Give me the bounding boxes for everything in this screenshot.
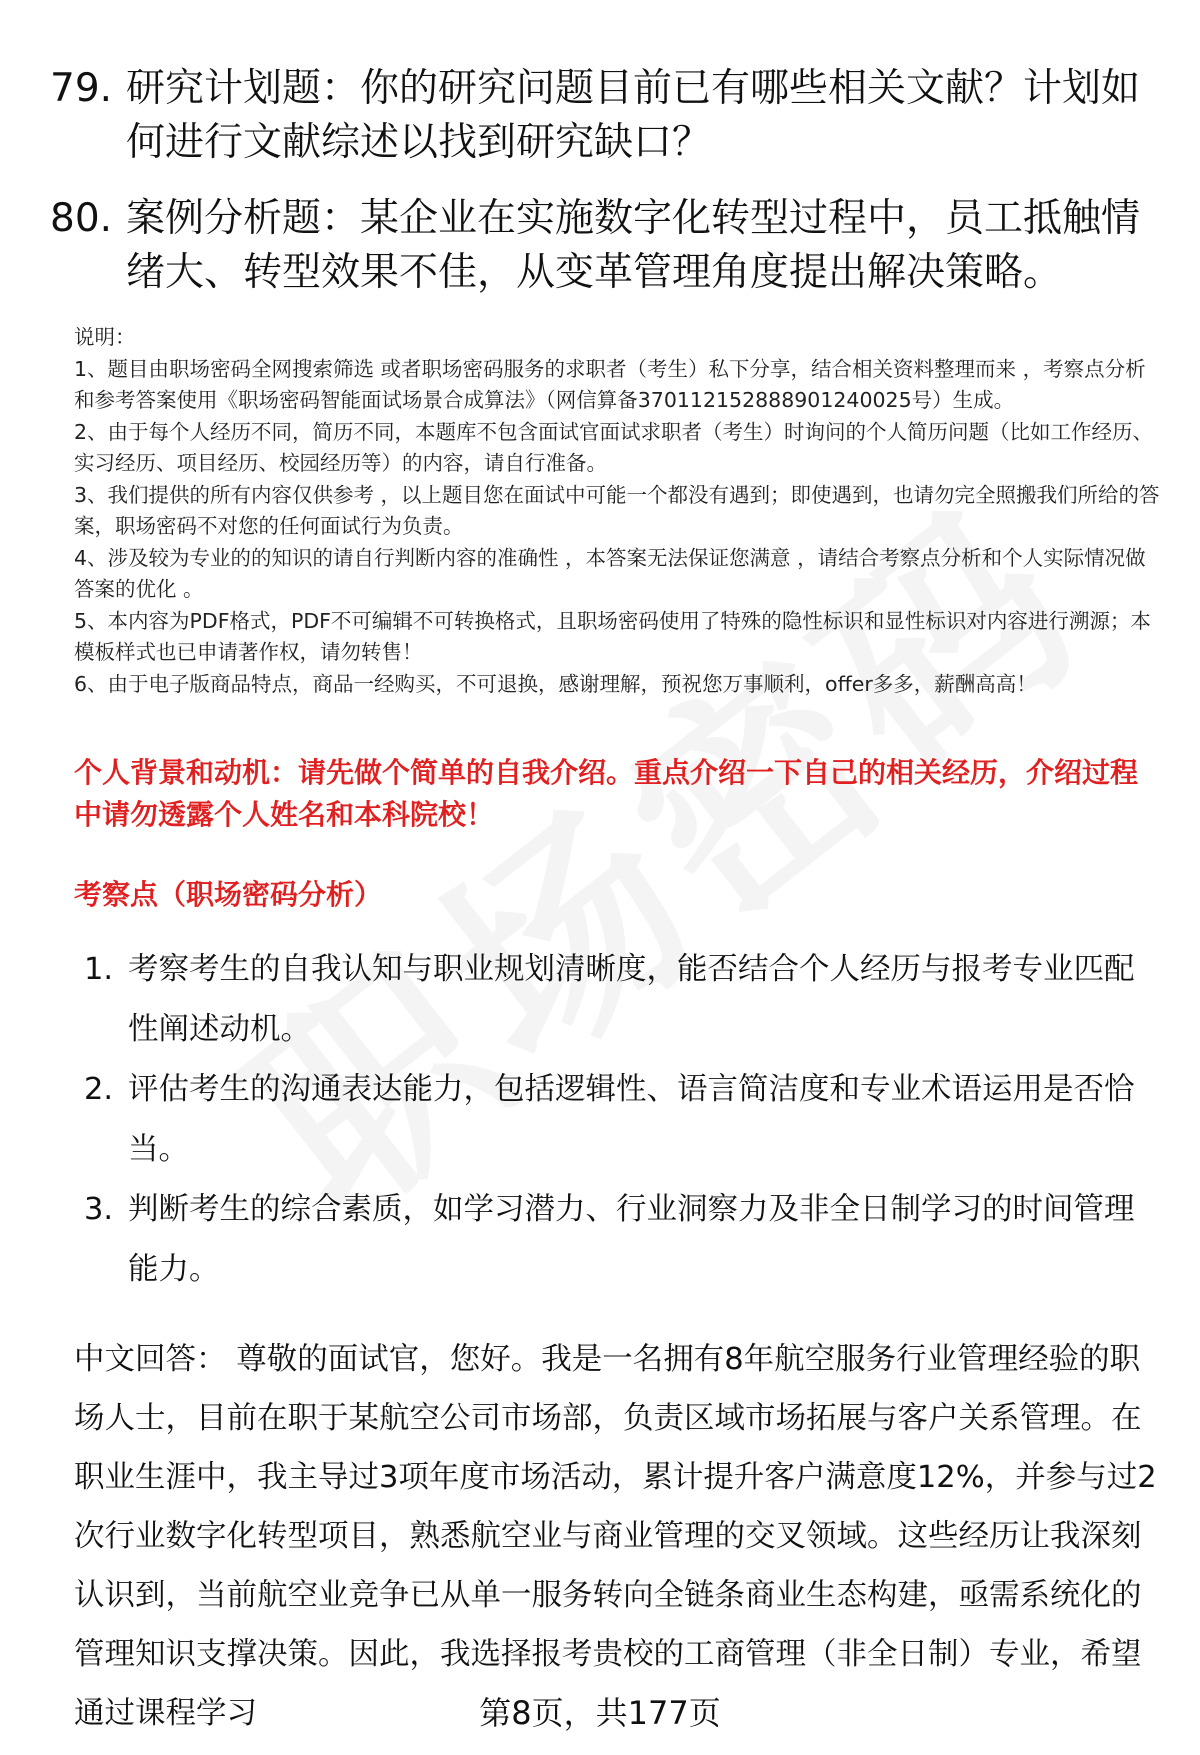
question-79 xyxy=(50,62,1150,170)
key-point-text: 评估考生的沟通表达能力，包括逻辑性、语言简洁度和专业术语运用是否恰当。 xyxy=(128,1072,1135,1167)
key-point-number: 1. xyxy=(84,952,114,987)
key-point-item xyxy=(84,1180,1154,1300)
section-headline: 个人背景和动机：请先做个简单的自我介绍。重点介绍一下自己的相关经历，介绍过程中请勿透露个人姓名和本科院校！ xyxy=(74,756,1139,831)
key-point-text: 考察考生的自我认知与职业规划清晰度，能否结合个人经历与报考专业匹配性阐述动机。 xyxy=(128,952,1135,1047)
notes-title: 说明： xyxy=(74,325,136,349)
note-item: 5、本内容为PDF格式，PDF不可编辑不可转换格式，且职场密码使用了特殊的隐性标识和显性标识对内容进行溯源；本模板样式也已申请著作权，请勿转售！ xyxy=(74,608,1151,664)
note-item: 6、由于电子版商品特点，商品一经购买，不可退换，感谢理解，预祝您万事顺利，offer多多，薪酬高高！ xyxy=(74,671,1037,696)
page-footer: 第8页，共177页 xyxy=(479,1694,721,1732)
answer-text: 中文回答： 尊敬的面试官，您好。我是一名拥有8年航空服务行业管理经验的职场人士，目前在职于某航空公司市场部，负责区域市场拓展与客户关系管理。在职业生涯中，我主导过3项年度市场活动，累计提升客户满意度12%，并参与过2次行业数字化转型项目，熟悉航空业与商业管理的交叉领域。这些经历让我深刻认识到，当前航空业竞争已从单一服务转向全链条商业生态构建，亟需系统化的管理知识支撑决策。因此，我选择报考贵校的工商管理（非全日制）专业，希望通过课程学习 xyxy=(74,1342,1157,1731)
question-text: 研究计划题：你的研究问题目前已有哪些相关文献？计划如何进行文献综述以找到研究缺口？ xyxy=(126,66,1141,165)
key-point-item xyxy=(84,1060,1154,1180)
note-item: 1、题目由职场密码全网搜索筛选 或者职场密码服务的求职者（考生）私下分享，结合相关资料整理而来 ，考察点分析和参考答案使用《职场密码智能面试场景合成算法》（网信算备370112152888901240025号）生成。 xyxy=(74,356,1146,412)
question-number: 80. xyxy=(50,196,113,241)
note-item: 2、由于每个人经历不同，简历不同，本题库不包含面试官面试求职者（考生）时询问的个人简历问题（比如工作经历、实习经历、项目经历、校园经历等）的内容，请自行准备。 xyxy=(74,419,1154,475)
note-item: 3、我们提供的所有内容仅供参考 ，以上题目您在面试中可能一个都没有遇到；即使遇到，也请勿完全照搬我们所给的答案，职场密码不对您的任何面试行为负责。 xyxy=(74,482,1160,538)
question-80 xyxy=(50,192,1150,300)
question-number: 79. xyxy=(50,66,113,111)
key-points-list xyxy=(84,940,1154,1300)
key-points-title: 考察点（职场密码分析） xyxy=(74,878,383,911)
key-point-text: 判断考生的综合素质，如学习潜力、行业洞察力及非全日制学习的时间管理能力。 xyxy=(128,1192,1135,1287)
key-point-item xyxy=(84,940,1154,1060)
key-point-number: 2. xyxy=(84,1072,114,1107)
note-item: 4、涉及较为专业的的知识的请自行判断内容的准确性 ，本答案无法保证您满意 ，请结合考察点分析和个人实际情况做答案的优化 。 xyxy=(74,545,1146,601)
question-text: 案例分析题：某企业在实施数字化转型过程中，员工抵触情绪大、转型效果不佳，从变革管理角度提出解决策略。 xyxy=(126,196,1141,295)
disclaimer-notes xyxy=(74,322,1164,700)
key-point-number: 3. xyxy=(84,1192,114,1227)
